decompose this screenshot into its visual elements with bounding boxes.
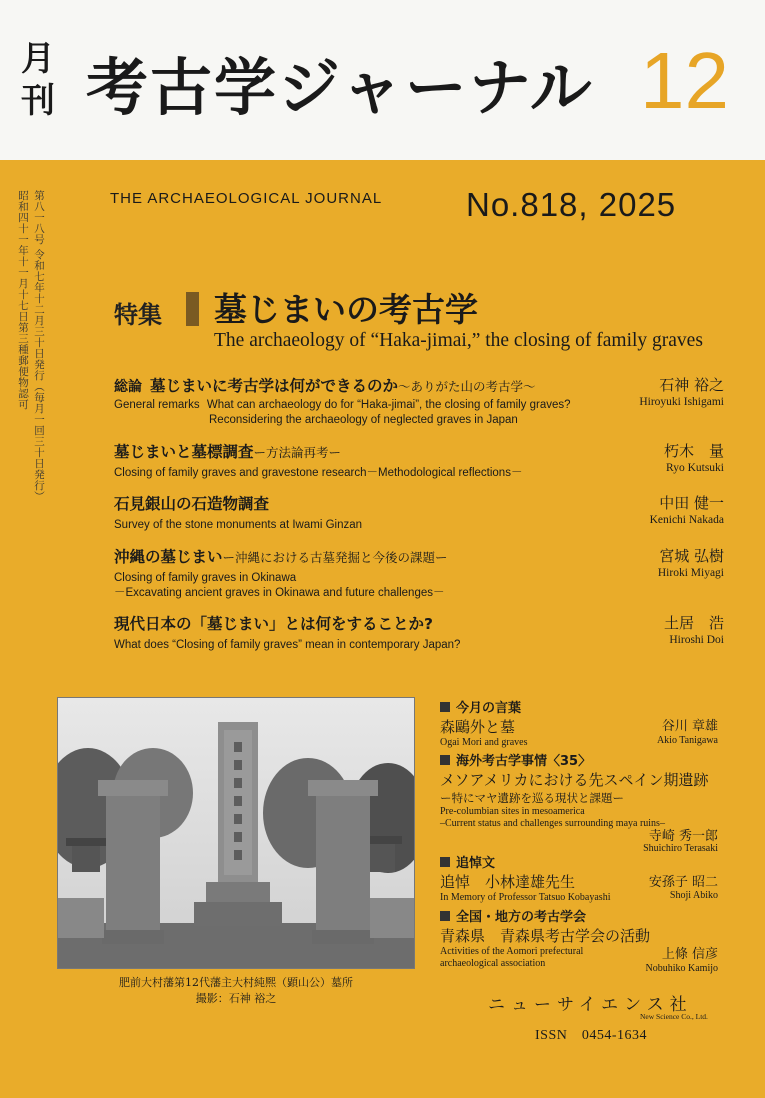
- section-author-en: Akio Tanigawa: [656, 735, 718, 746]
- section-item[interactable]: [440, 750, 718, 854]
- section-en-line: archaeological association: [440, 958, 546, 969]
- article-title: 石見銀山の石造物調査: [114, 495, 270, 513]
- publisher-english-name: New Science Co., Ltd.: [640, 1012, 708, 1021]
- section-en-line: Activities of the Aomori prefectural: [440, 946, 584, 957]
- article-item[interactable]: [114, 545, 724, 601]
- photo-caption: [57, 975, 415, 1007]
- section-title: 森鷗外と墓: [440, 718, 516, 736]
- grave-photo-illustration: [58, 698, 415, 969]
- article-title: 沖縄の墓じまい: [114, 548, 223, 566]
- section-en-line: Ogai Mori and graves: [440, 737, 528, 748]
- article-en-line: Closing of family graves and gravestone research－Methodological reflections－: [114, 467, 523, 479]
- feature-title: 墓じまいの考古学: [214, 290, 478, 329]
- article-subtitle: ー沖縄における古墓発掘と今後の課題ー: [222, 550, 448, 565]
- feature-label: 特集: [114, 301, 162, 329]
- article-en-line: Reconsidering the archaeology of neglected graves in Japan: [209, 414, 518, 426]
- section-title: メソアメリカにおける先スペイン期遺跡: [440, 771, 709, 789]
- caption-credit: 撮影：石神 裕之: [195, 992, 277, 1005]
- square-bullet-icon: [440, 911, 450, 921]
- square-bullet-icon: [440, 857, 450, 867]
- monthly-char-2: 刊: [21, 81, 55, 121]
- spine-text-2: 昭和四十一年十一月十七日第三種郵便物認可: [17, 190, 29, 410]
- article-author: 宮城 弘樹: [659, 547, 724, 565]
- article-item[interactable]: [114, 612, 724, 653]
- section-item[interactable]: [440, 697, 718, 757]
- article-subtitle: 〜ありがた山の考古学〜: [398, 379, 536, 394]
- article-author-en: Hiroki Miyagi: [657, 567, 724, 579]
- article-en-line: －Excavating ancient graves in Okinawa and future challenges－: [114, 587, 445, 599]
- article-author-en: Hiroyuki Ishigami: [639, 396, 724, 408]
- article-en-prefix: General remarks: [114, 399, 200, 411]
- section-author: 安孫子 昭二: [648, 875, 718, 890]
- square-bullet-icon: [440, 702, 450, 712]
- issue-number-year: No.818, 2025: [466, 186, 677, 223]
- section-author: 寺崎 秀一郎: [648, 829, 718, 844]
- section-author-en: Shuichiro Terasaki: [643, 843, 718, 854]
- section-author-en: Shoji Abiko: [669, 890, 718, 901]
- section-heading: 全国・地方の考古学会: [456, 910, 587, 925]
- article-item[interactable]: [114, 374, 724, 428]
- article-en-line: What can archaeology do for “Haka-jimai”, the closing of family graves?: [206, 399, 571, 411]
- spine-text-1: 第八一八号 令和七年十二月三十日発行（毎月一回三十日発行）: [33, 190, 45, 502]
- article-author: 朽木 量: [663, 442, 724, 460]
- caption-line: 肥前大村藩第12代藩主大村純熈（顕山公）墓所: [119, 976, 353, 989]
- section-heading: 追悼文: [456, 856, 496, 871]
- article-author: 土居 浩: [663, 614, 724, 632]
- article-author-en: Hiroshi Doi: [669, 634, 724, 646]
- section-author: 上條 信彦: [661, 947, 718, 962]
- article-prefix: 総論: [114, 379, 142, 395]
- section-author: 谷川 章雄: [661, 719, 718, 734]
- article-en-line: Survey of the stone monuments at Iwami Ginzan: [114, 519, 363, 531]
- feature-english-title: The archaeology of “Haka-jimai,” the closing of family graves: [214, 330, 703, 351]
- article-title: 現代日本の「墓じまい」とは何をすることか?: [114, 615, 433, 633]
- article-en-line: What does “Closing of family graves” mean in contemporary Japan?: [114, 639, 461, 651]
- cover-photo: [57, 697, 415, 969]
- section-en-line: In Memory of Professor Tatsuo Kobayashi: [440, 892, 611, 903]
- section-author-en: Nobuhiko Kamijo: [645, 963, 718, 974]
- masthead-band: [0, 0, 765, 160]
- section-subtitle: ー特にマヤ遺跡を巡る現状と課題ー: [440, 791, 624, 805]
- section-title: 青森県 青森県考古学会の活動: [440, 927, 651, 945]
- article-author: 中田 健一: [659, 494, 724, 512]
- monthly-char-1: 月: [21, 39, 55, 79]
- feature-marker: [186, 292, 199, 326]
- journal-english-name: THE ARCHAEOLOGICAL JOURNAL: [110, 190, 383, 207]
- section-heading: 今月の言葉: [456, 701, 522, 716]
- section-heading: 海外考古学事情〈35〉: [456, 754, 592, 769]
- monthly-label: [18, 38, 58, 122]
- article-title: 墓じまいと墓標調査: [114, 443, 254, 461]
- article-author: 石神 裕之: [659, 376, 724, 394]
- section-item[interactable]: [440, 906, 718, 976]
- publisher-name: ニューサイエンス社: [488, 995, 693, 1015]
- journal-title: 考古学ジャーナル: [86, 51, 594, 124]
- section-title: 追悼 小林達雄先生: [440, 873, 576, 891]
- article-en-line: Closing of family graves in Okinawa: [114, 572, 297, 584]
- article-item[interactable]: [114, 440, 724, 481]
- section-en-line: –Current status and challenges surrounding maya ruins–: [440, 818, 665, 829]
- article-author-en: Kenichi Nakada: [649, 514, 724, 526]
- section-en-line: Pre-columbian sites in mesoamerica: [440, 806, 585, 817]
- article-title: 墓じまいに考古学は何ができるのか: [150, 377, 399, 395]
- issn-number: ISSN 0454-1634: [535, 1028, 648, 1043]
- issue-month: 12: [640, 36, 729, 125]
- spine-strip: [0, 160, 60, 1098]
- article-item[interactable]: [114, 492, 724, 533]
- section-item[interactable]: [440, 852, 718, 907]
- article-subtitle: ー方法論再考ー: [253, 445, 342, 460]
- article-author-en: Ryo Kutsuki: [665, 462, 724, 474]
- square-bullet-icon: [440, 755, 450, 765]
